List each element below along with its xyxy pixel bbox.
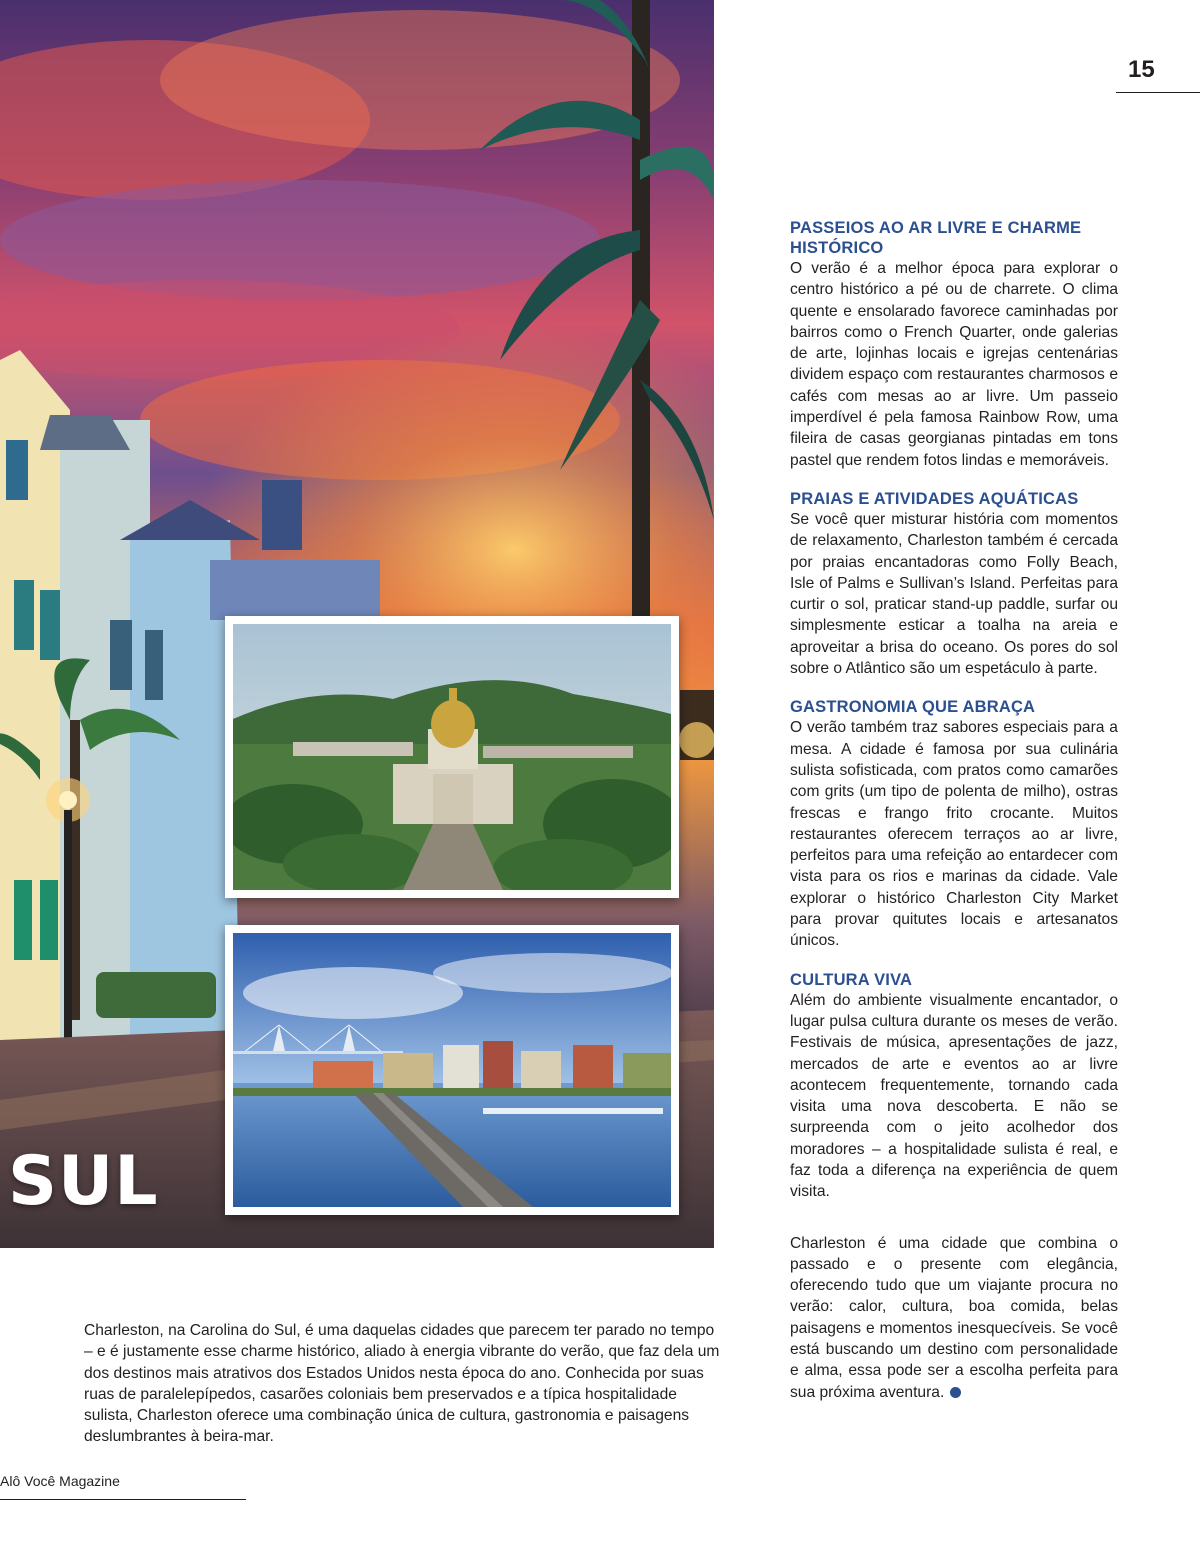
section-praias <box>790 489 1118 679</box>
section-gastronomia <box>790 697 1118 951</box>
photo-capitol <box>225 616 679 898</box>
photo-harbor <box>225 925 679 1215</box>
closing-paragraph <box>790 1233 1118 1403</box>
section-cultura <box>790 970 1118 1203</box>
section-heading: PASSEIOS AO AR LIVRE E CHARME HISTÓRICO <box>790 219 1082 257</box>
footer-rule <box>0 1499 246 1500</box>
end-of-article-icon <box>950 1387 961 1398</box>
harbor-bridge-image <box>233 933 671 1207</box>
hero-photo <box>0 0 714 1248</box>
magazine-name: Alô Você Magazine <box>0 1473 120 1489</box>
section-heading: CULTURA VIVA <box>790 970 913 989</box>
section-heading: PRAIAS E ATIVIDADES AQUÁTICAS <box>790 489 1079 508</box>
section-body: Além do ambiente visualmente encantador, o lugar pulsa cultura durante os meses de verão. Festivais de música, apresentações de jazz, mercados de arte e eventos ao ar livre acontecem frequentemente, tornando cada visita uma nova descoberta. E não se surpreenda com o jeito acolhedor dos moradores – a hospitalidade sulista é real, e faz toda a diferença na experiência de quem visita. <box>790 991 1118 1201</box>
capitol-aerial-image <box>233 624 671 890</box>
article-right-column <box>790 218 1118 1403</box>
closing-text: Charleston é uma cidade que combina o passado e o presente com elegância, oferecendo tudo que um viajante procura no verão: calor, cultura, boa comida, belas paisagens e momentos inesquecíveis. Se você está buscando um destino com personalidade e alma, essa pode ser a escolha perfeita para sua próxima aventura. <box>790 1234 1118 1401</box>
section-heading: GASTRONOMIA QUE ABRAÇA <box>790 698 1036 717</box>
section-body: Se você quer misturar história com momentos de relaxamento, Charleston também é cercada por praias encantadoras como Folly Beach, Isle of Palms e Sullivan’s Island. Perfeitas para curtir o sol, praticar stand-up paddle, surfar ou simplesmente esticar a toalha na areia e aproveitar a brisa do oceano. Os pores do sol sobre o Atlântico são um espetáculo à parte. <box>790 510 1118 678</box>
page-number-rule <box>1116 92 1200 93</box>
hero-title: SUL <box>8 1142 159 1221</box>
section-body: O verão é a melhor época para explorar o centro histórico a pé ou de charrete. O clima quente e ensolarado favorece caminhadas por bairros como o French Quarter, onde galerias de arte, lojinhas locais e igrejas centenárias dividem espaço com restaurantes charmosos e cafés com mesas ao ar livre. Um passeio imperdível é pela famosa Rainbow Row, uma fileira de casas georgianas pintadas em tons pastel que rendem fotos lindas e memoráveis. <box>790 260 1118 469</box>
page-number: 15 <box>1128 56 1155 83</box>
intro-paragraph: Charleston, na Carolina do Sul, é uma daquelas cidades que parecem ter parado no tempo – e é justamente esse charme histórico, aliado à energia vibrante do verão, que faz dela um dos destinos mais atrativos dos Estados Unidos nesta época do ano. Conhecida por suas ruas de paralelepípedos, casarões coloniais bem preservados e a típica hospitalidade sulista, Charleston oferece uma combinação única de cultura, gastronomia e paisagens deslumbrantes à beira-mar. <box>84 1322 720 1446</box>
section-body: O verão também traz sabores especiais para a mesa. A cidade é famosa por sua culinária sulista sofisticada, com pratos como camarões com grits (um tipo de polenta de milho), ostras frescas e frango frito crocante. Muitos restaurantes oferecem terraços ao ar livre, perfeitos para uma refeição ao entardecer com vista para os rios e marinas da cidade. Vale explorar o histórico Charleston City Market para provar quitutes locais e artesanatos únicos. <box>790 719 1118 950</box>
section-passeios <box>790 218 1118 471</box>
